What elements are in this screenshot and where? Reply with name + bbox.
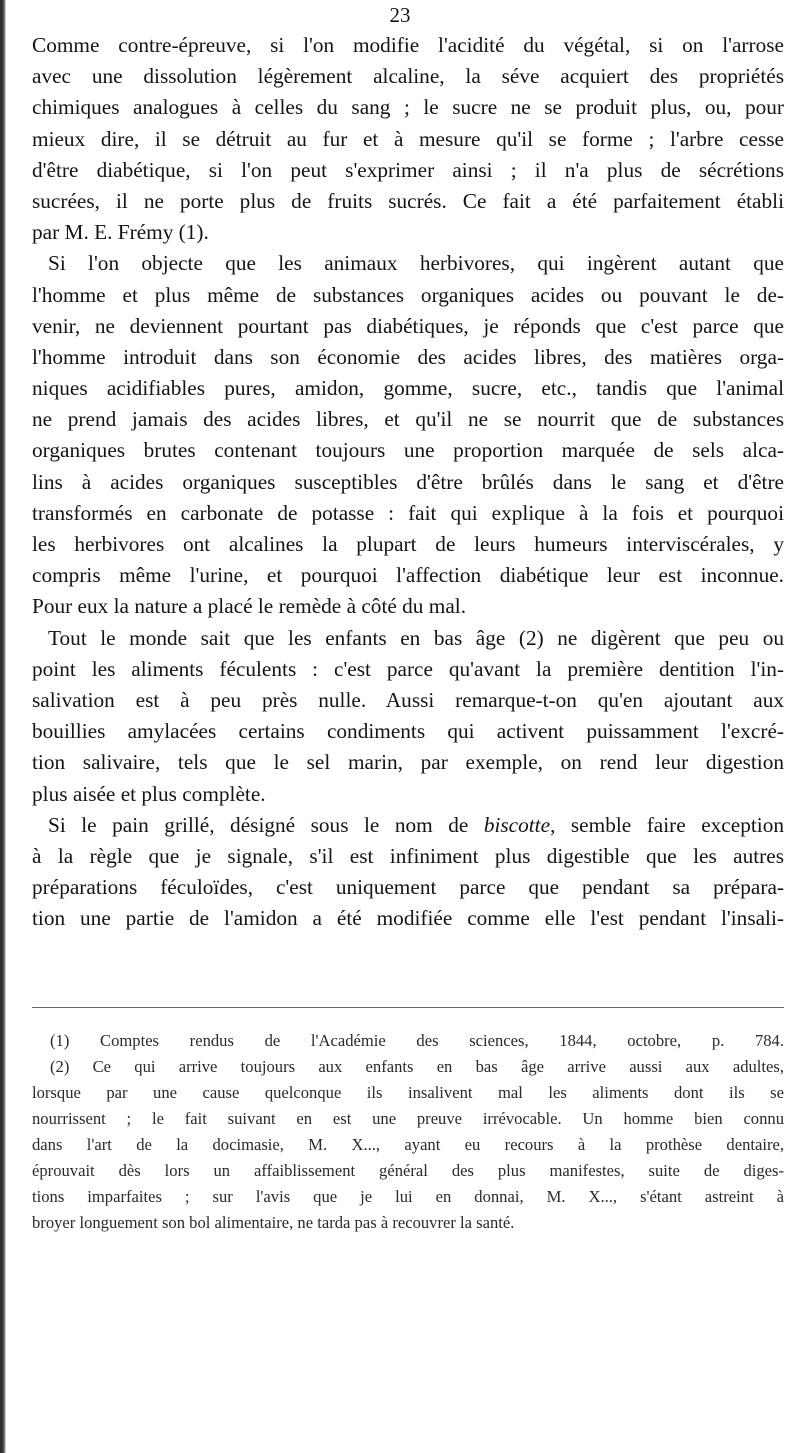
footnote-separator [32, 1007, 784, 1008]
page-binding-edge [0, 0, 6, 1453]
body-line: lins à acides organiques susceptibles d'être brûlés dans le sang et d'être [32, 469, 784, 494]
body-line: plus aisée et plus complète. [32, 781, 266, 806]
footnote-line: (1) Comptes rendus de l'Académie des sciences, 1844, octobre, p. 784. [50, 1031, 784, 1050]
body-line: avec une dissolution légèrement alcaline, la séve acquiert des propriétés [32, 64, 784, 89]
body-line: compris même l'urine, et pourquoi l'affection diabétique leur est inconnue. [32, 563, 784, 588]
emphasized-word: biscotte [483, 812, 551, 837]
body-line: d'être diabétique, si l'on peut s'exprimer ainsi ; il n'a plus de sécrétions [32, 157, 784, 182]
body-line: bouillies amylacées certains condiments qui activent puissamment l'excré- [32, 719, 784, 744]
body-line: organiques brutes contenant toujours une proportion marquée de sels alca- [32, 438, 784, 463]
footnote-line: éprouvait dès lors un affaiblissement général des plus manifestes, suite de diges- [32, 1161, 784, 1180]
footnotes [32, 1028, 784, 1236]
footnote-line: (2) Ce qui arrive toujours aux enfants en bas âge arrive aussi aux adultes, [50, 1057, 784, 1076]
body-line: niques acidifiables pures, amidon, gomme, sucre, etc., tandis que l'animal [32, 376, 784, 401]
body-line: l'homme et plus même de substances organiques acides ou pouvant le de- [32, 282, 784, 307]
page-number: 23 [389, 3, 411, 27]
body-line: Pour eux la nature a placé le remède à côté du mal. [32, 594, 467, 619]
footnote-line: tions imparfaites ; sur l'avis que je lui en donnai, M. X..., s'étant astreint à [32, 1187, 784, 1206]
body-line: venir, ne deviennent pourtant pas diabétiques, je réponds que c'est parce que [32, 313, 784, 338]
body-line: tion une partie de l'amidon a été modifiée comme elle l'est pendant l'insali- [32, 906, 784, 931]
body-text [32, 30, 784, 934]
body-line: transformés en carbonate de potasse : fait qui explique à la fois et pourquoi [32, 500, 784, 525]
body-line: Tout le monde sait que les enfants en bas âge (2) ne digèrent que peu ou [48, 625, 784, 650]
body-line: sucrées, il ne porte plus de fruits sucrés. Ce fait a été parfaitement établi [32, 188, 784, 213]
body-line: par M. E. Frémy (1). [32, 220, 209, 245]
footnote-line: lorsque par une cause quelconque ils insalivent mal les aliments dont ils se [32, 1083, 784, 1102]
body-line: point les aliments féculents : c'est parce qu'avant la première dentition l'in- [32, 656, 784, 681]
body-line: l'homme introduit dans son économie des acides libres, des matières orga- [32, 344, 784, 369]
body-line: les herbivores ont alcalines la plupart de leurs humeurs interviscérales, y [32, 532, 784, 556]
body-line: Comme contre-épreuve, si l'on modifie l'acidité du végétal, si on l'arrose [32, 33, 784, 57]
footnote-line: nourrissent ; le fait suivant en est une preuve irrévocable. Un homme bien connu [32, 1109, 784, 1128]
body-line: chimiques analogues à celles du sang ; le sucre ne se produit plus, ou, pour [32, 95, 784, 120]
body-line: préparations féculoïdes, c'est uniquement parce que pendant sa prépara- [32, 875, 784, 900]
body-line: Si l'on objecte que les animaux herbivores, qui ingèrent autant que [48, 251, 784, 276]
footnote-line: dans l'art de la docimasie, M. X..., ayant eu recours à la prothèse dentaire, [32, 1135, 784, 1154]
body-line: tion salivaire, tels que le sel marin, par exemple, on rend leur digestion [32, 750, 784, 775]
body-line: à la règle que je signale, s'il est infiniment plus digestible que les autres [32, 843, 784, 868]
body-line: mieux dire, il se détruit au fur et à mesure qu'il se forme ; l'arbre cesse [32, 126, 784, 151]
footnote-line: broyer longuement son bol alimentaire, ne tarda pas à recouvrer la santé. [32, 1213, 515, 1232]
body-line: Si le pain grillé, désigné sous le nom de biscotte, semble faire exception [48, 812, 784, 837]
body-line: salivation est à peu près nulle. Aussi remarque-t-on qu'en ajoutant aux [32, 687, 784, 712]
body-line: ne prend jamais des acides libres, et qu'il ne se nourrit que de substances [32, 407, 784, 432]
